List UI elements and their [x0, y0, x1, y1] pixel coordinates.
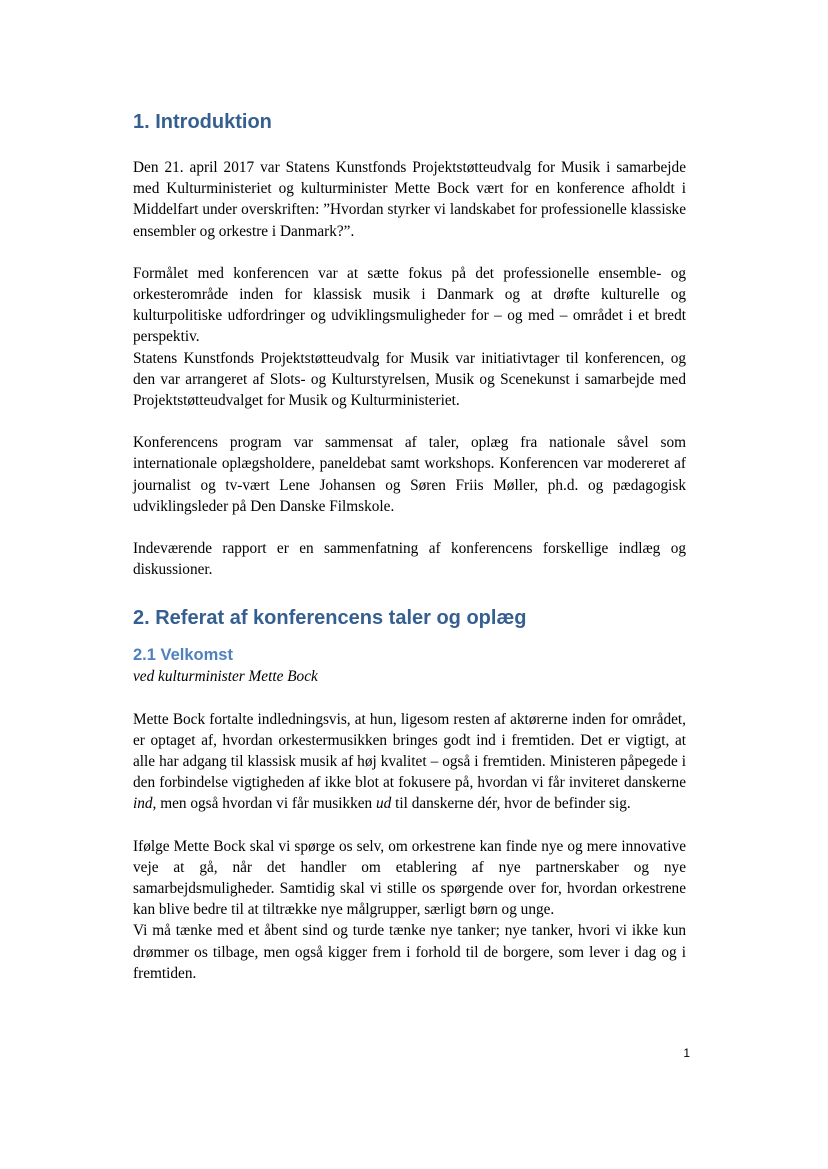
- paragraph: Statens Kunstfonds Projektstøtteudvalg for Musik var initiativtager til konferencen, og den var arrangeret af Slots- og Kulturstyrelsen, Musik og Scenekunst i samarbejde med Projektstøtteudvalget for Musik og Kulturministeriet.: [133, 349, 686, 410]
- paragraph: Formålet med konferencen var at sætte fokus på det professionelle ensemble- og orkesterområde inden for klassisk musik i Danmark og at drøfte kulturelle og kulturpolitiske udfordringer og udviklingsmuligheder for – og med – området i et bredt perspektiv.: [133, 264, 686, 346]
- emphasis-text: ud: [376, 795, 392, 813]
- section-heading-introduktion: 1. Introduktion: [133, 111, 272, 133]
- emphasis-text: ind,: [133, 795, 157, 813]
- paragraph-text: Mette Bock fortalte indledningsvis, at hun, ligesom resten af aktørerne inden for området, er optaget af, hvordan orkestermusikken bringes godt ind i fremtiden. Det er vigtigt, at alle har adgang til klassisk musik af høj kvalitet – også i fremtiden. Ministeren påpegede i den forbindelse vigtigheden af ikke blot at fokusere på, hvordan vi får inviteret danskerne: [133, 710, 686, 792]
- paragraph: Vi må tænke med et åbent sind og turde tænke nye tanker; nye tanker, hvori vi ikke kun drømmer os tilbage, men også kigger frem i forhold til de borgere, som lever i dag og i fremtiden.: [133, 922, 686, 982]
- page-content: [133, 108, 686, 984]
- byline: ved kulturminister Mette Bock: [133, 668, 318, 686]
- paragraph-text: men også hvordan vi får musikken: [156, 795, 377, 813]
- paragraph: Den 21. april 2017 var Statens Kunstfonds Projektstøtteudvalg for Musik i samarbejde med Kulturministeriet og kulturminister Mette Bock vært for en konference afholdt i Middelfart under overskriften: ”Hvordan styrker vi landskabet for professionelle klassiske ensembler og orkestre i Danmark?”.: [133, 159, 686, 240]
- section-heading-referat: 2. Referat af konferencens taler og oplæg: [133, 607, 527, 630]
- paragraph-text: til danskerne dér, hvor de befinder sig.: [391, 795, 631, 813]
- paragraph: Indeværende rapport er en sammenfatning af konferencens forskellige indlæg og diskussioner.: [133, 540, 686, 579]
- page-number: 1: [683, 1046, 690, 1060]
- paragraph: Ifølge Mette Bock skal vi spørge os selv, om orkestrene kan finde nye og mere innovative veje at gå, når det handler om etablering af nye partnerskaber og nye samarbejdsmuligheder. Samtidig skal vi stille os spørgende over for, hvordan orkestrene kan blive bedre til at tiltrække nye målgrupper, særligt børn og unge.: [133, 837, 686, 919]
- paragraph: Konferencens program var sammensat af taler, oplæg fra nationale såvel som internationale oplægsholdere, paneldebat samt workshops. Konferencen var modereret af journalist og tv-vært Lene Johansen og Søren Friis Møller, ph.d. og pædagogisk udviklingsleder på Den Danske Filmskole.: [133, 434, 686, 515]
- subsection-heading-velkomst: 2.1 Velkomst: [133, 646, 233, 665]
- paragraph: [133, 709, 686, 815]
